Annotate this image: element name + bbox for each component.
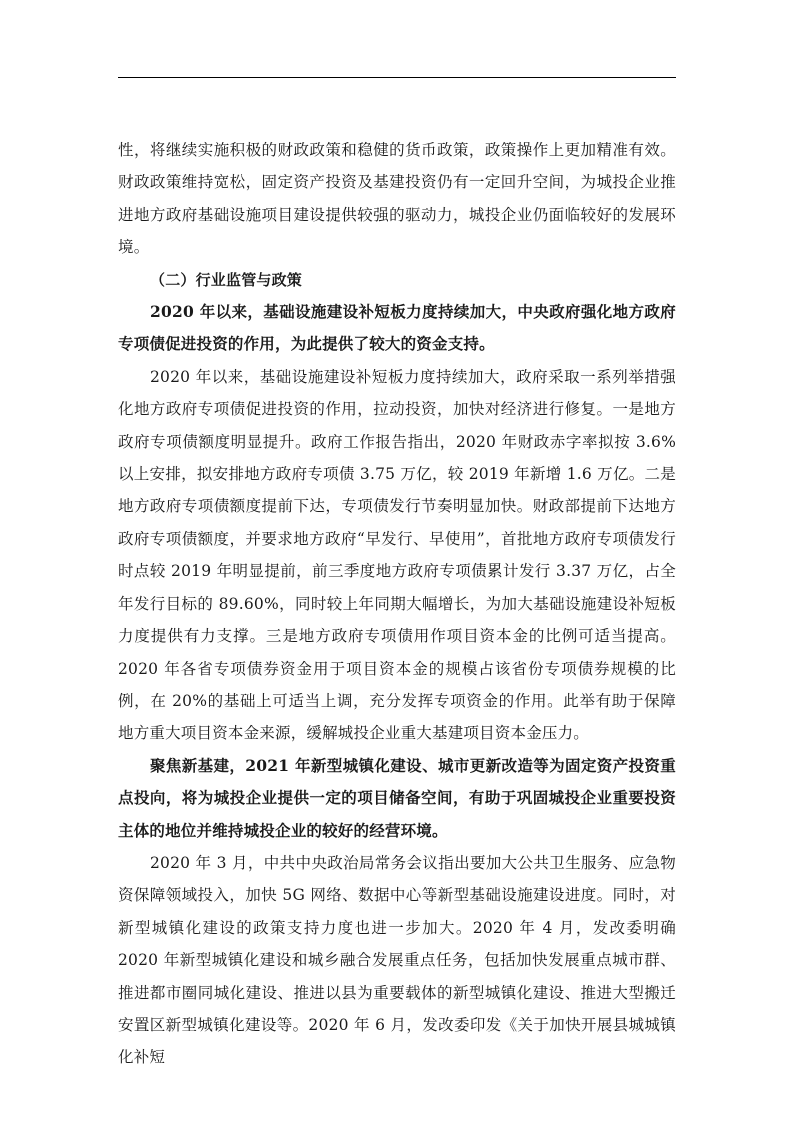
header-rule — [118, 77, 676, 78]
section-heading: （二）行业监管与政策 — [150, 270, 303, 289]
bold-summary-2: 聚焦新基建，2021 年新型城镇化建设、城市更新改造等为固定资产投资重点投向，将为城投企业提供一定的项目储备空间，有助于巩固城投企业重要投资主体的地位并维持城投企业的较好的经营环境。 — [118, 755, 676, 840]
bold-summary-1: 2020 年以来，基础设施建设补短板力度持续加大，中央政府强化地方政府专项债促进投资的作用，为此提供了较大的资金支持。 — [118, 302, 676, 354]
document-body — [118, 134, 676, 1074]
paragraph-new-infrastructure: 2020 年 3 月，中共中央政治局常务会议指出要加大公共卫生服务、应急物资保障领域投入，加快 5G 网络、数据中心等新型基础设施建设进度。同时，对新型城镇化建设的政策支持力度也进一步加大。2020 年 4 月，发改委明确 2020 年新型城镇化建设和城乡融合发展重点任务，包括加快发展重点城市群、推进都市圈同城化建设、推进以县为重要载体的新型城镇化建设、推进大型搬迁安置区新型城镇化建设等。2020 年 6 月，发改委印发《关于加快开展县城城镇化补短 — [118, 853, 676, 1067]
paragraph-special-bonds: 2020 年以来，基础设施建设补短板力度持续加大，政府采取一系列举措强化地方政府专项债促进投资的作用，拉动投资，加快对经济进行修复。一是地方政府专项债额度明显提升。政府工作报告指出，2020 年财政赤字率拟按 3.6%以上安排，拟安排地方政府专项债 3.75 万亿，较 2019 年新增 1.6 万亿。二是地方政府专项债额度提前下达，专项债发行节奏明显加快。财政部提前下达地方政府专项债额度，并要求地方政府“早发行、早使用”，首批地方政府专项债发行时点较 2019 年明显提前，前三季度地方政府专项债累计发行 3.37 万亿，占全年发行目标的 89.60%，同时较上年同期大幅增长，为加大基础设施建设补短板力度提供有力支撑。三是地方政府专项债用作项目资本金的比例可适当提高。2020 年各省专项债券资金用于项目资本金的规模占该省份专项债券规模的比例，在 20%的基础上可适当上调，充分发挥专项资金的作用。此举有助于保障地方重大项目资本金来源，缓解城投企业重大基建项目资本金压力。 — [118, 367, 676, 743]
paragraph-continuation: 性，将继续实施积极的财政政策和稳健的货币政策，政策操作上更加精准有效。财政政策维持宽松，固定资产投资及基建投资仍有一定回升空间，为城投企业推进地方政府基础设施项目建设提供较强的驱动力，城投企业仍面临较好的发展环境。 — [118, 141, 676, 257]
